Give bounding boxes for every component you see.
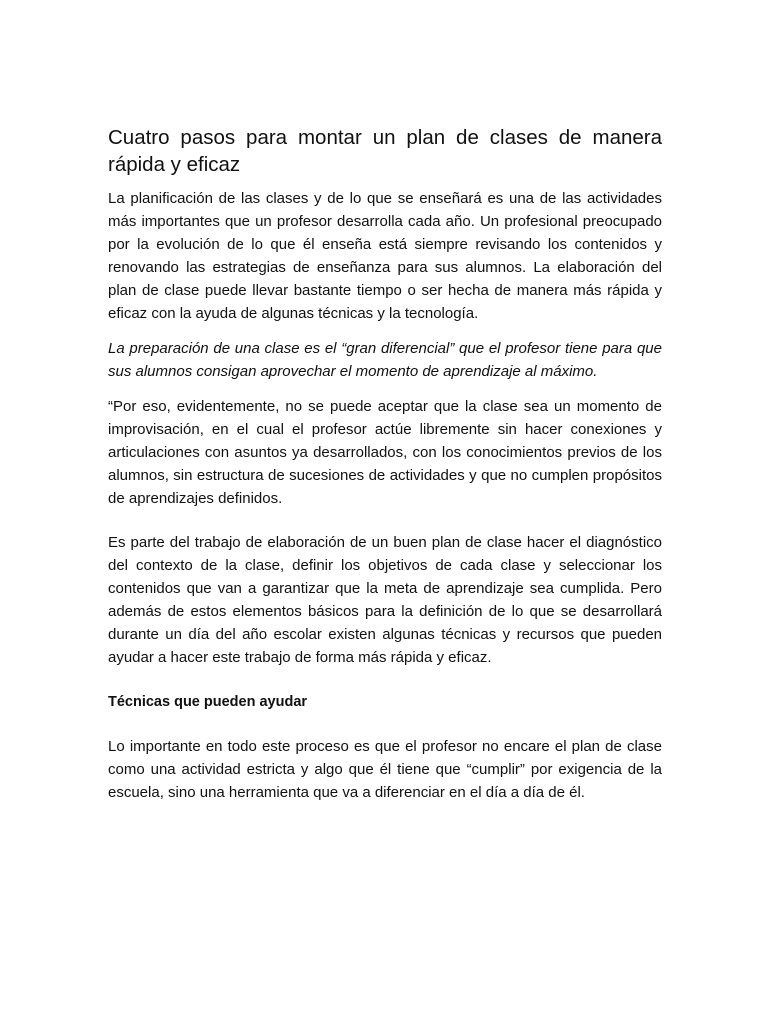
intro-paragraph: La planificación de las clases y de lo que se enseñará es una de las actividades más importantes que un profesor desarrolla cada año. Un profesional preocupado por la evolución de lo que él enseña está siempre revisando los contenidos y renovando las estrategias de enseñanza para sus alumnos. La elaboración del plan de clase puede llevar bastante tiempo o ser hecha de manera más rápida y eficaz con la ayuda de algunas técnicas y la tecnología.: [108, 190, 662, 322]
closing-paragraph: Lo importante en todo este proceso es que el profesor no encare el plan de clase como una actividad estricta y algo que él tiene que “cumplir” por exigencia de la escuela, sino una herramienta que va a diferenciar en el día a día de él.: [108, 738, 662, 801]
work-paragraph: Es parte del trabajo de elaboración de un buen plan de clase hacer el diagnóstico del contexto de la clase, definir los objetivos de cada clase y seleccionar los contenidos que van a garantizar que la meta de aprendizaje sea cumplida. Pero además de estos elementos básicos para la definición de lo que se desarrollará durante un día del año escolar existen algunas técnicas y recursos que pueden ayudar a hacer este trabajo de forma más rápida y eficaz.: [108, 534, 662, 666]
section-heading: Técnicas que pueden ayudar: [108, 694, 308, 710]
document-page: [108, 124, 662, 804]
document-title: Cuatro pasos para montar un plan de clases de manera rápida y eficaz: [108, 126, 662, 176]
quote-paragraph: “Por eso, evidentemente, no se puede aceptar que la clase sea un momento de improvisación, en el cual el profesor actúe libremente sin hacer conexiones y articulaciones con asuntos ya desarrollados, con los conocimientos previos de los alumnos, sin estructura de sucesiones de actividades y que no cumplen propósitos de aprendizajes definidos.: [108, 398, 662, 507]
italic-quote-paragraph: La preparación de una clase es el “gran diferencial” que el profesor tiene para que sus alumnos consigan aprovechar el momento de aprendizaje al máximo.: [108, 340, 662, 380]
